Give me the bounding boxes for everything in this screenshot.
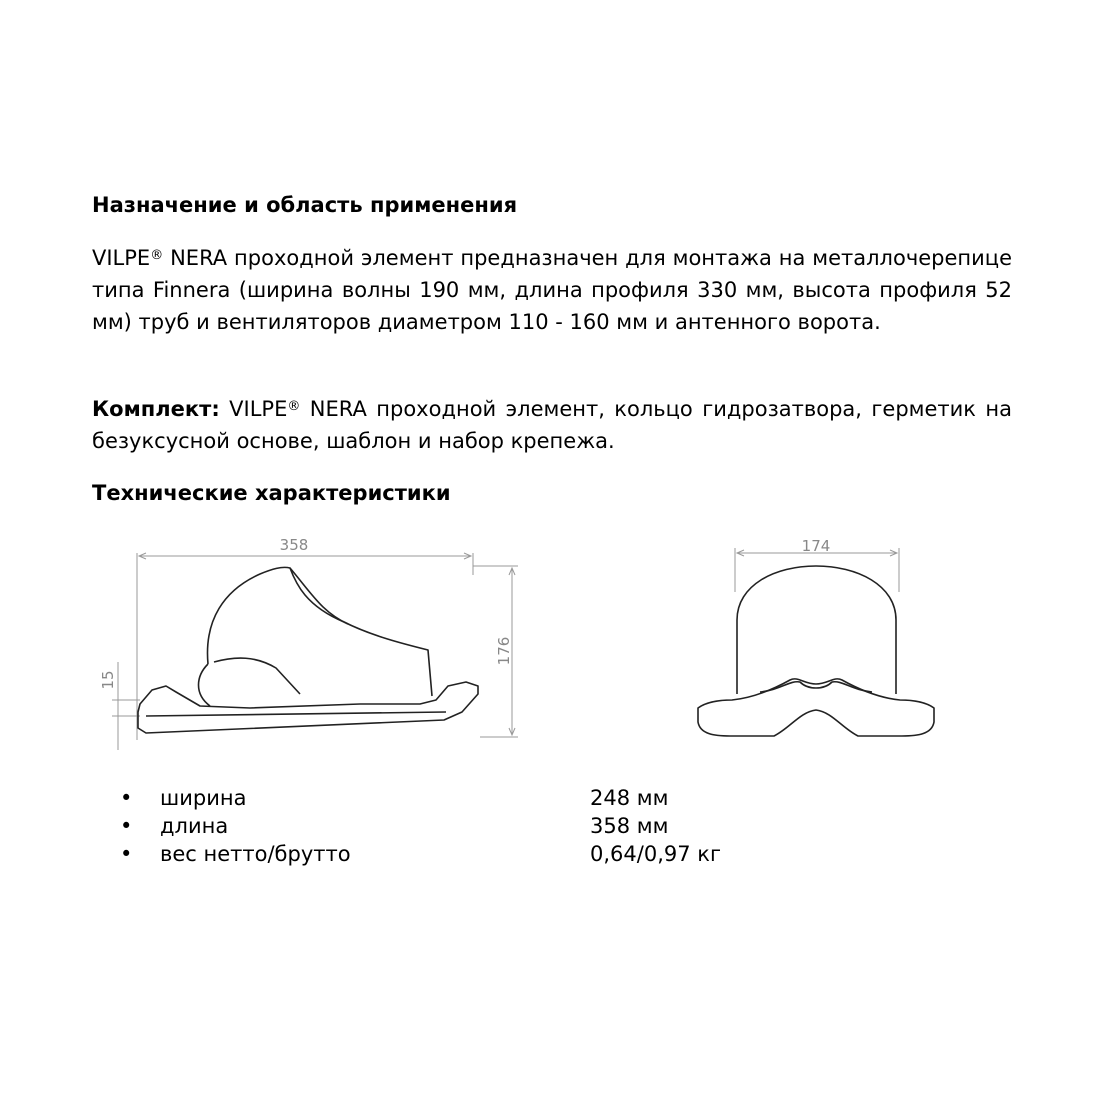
spec-label: длина bbox=[160, 814, 229, 838]
side-view-outline bbox=[138, 567, 478, 733]
side-length-label: 358 bbox=[279, 536, 309, 554]
registered-mark: ® bbox=[150, 248, 164, 263]
side-dome-profile bbox=[207, 567, 432, 696]
side-dome-lower-edge bbox=[214, 658, 300, 694]
side-view-drawing bbox=[112, 553, 518, 750]
bullet-icon: • bbox=[120, 842, 133, 866]
kit-registered-mark: ® bbox=[287, 399, 301, 414]
spec-value: 248 мм bbox=[590, 786, 669, 810]
brand-name: VILPE bbox=[92, 246, 151, 270]
side-dome-skirt bbox=[199, 664, 211, 706]
side-base-inner-line bbox=[146, 712, 446, 716]
spec-label: ширина bbox=[160, 786, 247, 810]
section-title-purpose: Назначение и область применения bbox=[92, 193, 518, 217]
purpose-text: NERA проходной элемент предназначен для монтажа на металлочерепице типа Finnera (ширина волны 190 мм, длина профиля 330 мм, высота профиля 52 мм) труб и вентиляторов диаметром 110 - 160 мм и антенного ворота. bbox=[92, 246, 1012, 334]
kit-label: Комплект: bbox=[92, 397, 220, 421]
section-title-specs: Технические характеристики bbox=[92, 481, 451, 505]
side-height-label: 176 bbox=[495, 636, 513, 666]
bullet-icon: • bbox=[120, 786, 133, 810]
side-base-label: 15 bbox=[99, 670, 117, 690]
front-width-label: 174 bbox=[801, 537, 831, 555]
spec-label: вес нетто/брутто bbox=[160, 842, 351, 866]
bullet-icon: • bbox=[120, 814, 133, 838]
side-base-plate bbox=[138, 682, 478, 733]
side-dome-ridge bbox=[290, 568, 348, 624]
spec-value: 358 мм bbox=[590, 814, 669, 838]
kit-brand-name: VILPE bbox=[219, 397, 288, 421]
spec-value: 0,64/0,97 кг bbox=[590, 842, 721, 866]
front-dome-profile bbox=[737, 566, 896, 694]
kit-text: NERA проходной элемент, кольцо гидрозатвора, герметик на безуксусной основе, шаблон и набор крепежа. bbox=[92, 397, 1013, 453]
